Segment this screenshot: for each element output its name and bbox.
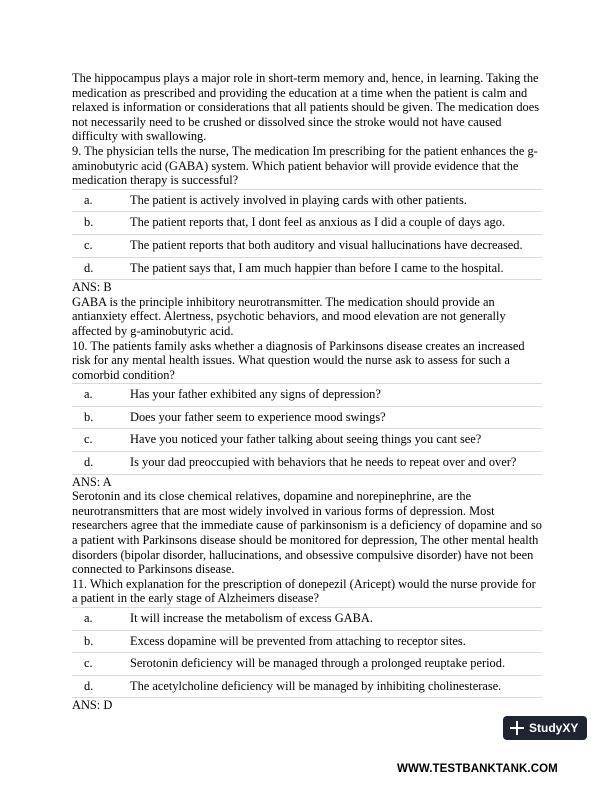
option-text: The patient reports that both auditory and visual hallucinations have decreased.	[130, 234, 542, 257]
option-text: Has your father exhibited any signs of depression?	[130, 384, 542, 407]
option-text: The patient says that, I am much happier than before I came to the hospital.	[130, 257, 542, 280]
option-row	[72, 653, 542, 676]
answer-key: ANS: A	[72, 474, 112, 489]
option-letter: b.	[72, 212, 130, 235]
option-letter: a.	[72, 608, 130, 631]
answer-key: ANS: B	[72, 280, 112, 295]
intro-paragraph: The hippocampus plays a major role in short-term memory and, hence, in learning. Taking the medication as prescribed and providing the education at a time when the patient is calm and relaxed is information or considerations that all patients should be given. The medication does not necessarily need to be crushed or dissolved since the stroke would not have caused difficulty with swallowing.	[72, 71, 540, 144]
footer-site-url: WWW.TESTBANKTANK.COM	[397, 763, 558, 775]
option-row	[72, 234, 542, 257]
rationale: Serotonin and its close chemical relatives, dopamine and norepinephrine, are the neurotransmitters that are most widely involved in various forms of depression. Most researchers agree that the immediate cause of parkinsonism is a deficiency of dopamine and so a patient with Parkinsons disease should be monitored for depression, The other mental health disorders (bipolar disorder, hallucinations, and obsessive compulsive disorder) have not been connected to Parkinsons disease.	[72, 489, 542, 577]
option-text: The patient is actively involved in playing cards with other patients.	[130, 189, 542, 212]
badge-label: StudyXY	[529, 721, 579, 735]
option-row	[72, 630, 542, 653]
document-body	[72, 71, 542, 713]
option-letter: d.	[72, 257, 130, 280]
option-row	[72, 452, 542, 475]
plus-icon	[508, 719, 526, 737]
options-table	[72, 607, 542, 698]
option-row	[72, 384, 542, 407]
option-row	[72, 257, 542, 280]
option-text: The patient reports that, I dont feel as anxious as I did a couple of days ago.	[130, 212, 542, 235]
rationale: GABA is the principle inhibitory neurotransmitter. The medication should provide an antianxiety effect. Alertness, psychotic behaviors, and mood elevation are not generally affected by g-aminobutyric acid.	[72, 294, 506, 338]
option-letter: c.	[72, 234, 130, 257]
option-letter: b.	[72, 630, 130, 653]
option-text: The acetylcholine deficiency will be managed by inhibiting cholinesterase.	[130, 675, 542, 698]
option-letter: b.	[72, 406, 130, 429]
studyxy-badge[interactable]	[503, 716, 587, 740]
option-row	[72, 608, 542, 631]
option-row	[72, 429, 542, 452]
option-row	[72, 212, 542, 235]
option-letter: d.	[72, 452, 130, 475]
options-table	[72, 383, 542, 474]
options-table	[72, 189, 542, 280]
option-text: Serotonin deficiency will be managed through a prolonged reuptake period.	[130, 653, 542, 676]
option-letter: a.	[72, 189, 130, 212]
option-letter: d.	[72, 675, 130, 698]
question-stem: 10. The patients family asks whether a diagnosis of Parkinsons disease creates an increased risk for any mental health issues. What question would the nurse ask to assess for such a comorbid condition?	[72, 338, 525, 382]
option-letter: c.	[72, 429, 130, 452]
option-row	[72, 189, 542, 212]
option-text: Have you noticed your father talking about seeing things you cant see?	[130, 429, 542, 452]
option-letter: a.	[72, 384, 130, 407]
question-stem: 11. Which explanation for the prescription of donepezil (Aricept) would the nurse provide for a patient in the early stage of Alzheimers disease?	[72, 576, 536, 606]
option-letter: c.	[72, 653, 130, 676]
question-stem: 9. The physician tells the nurse, The medication Im prescribing for the patient enhances the g-aminobutyric acid (GABA) system. Which patient behavior will provide evidence that the medication therapy is successful?	[72, 143, 538, 188]
option-row	[72, 406, 542, 429]
option-text: It will increase the metabolism of excess GABA.	[130, 608, 542, 631]
option-text: Excess dopamine will be prevented from attaching to receptor sites.	[130, 630, 542, 653]
answer-key: ANS: D	[72, 698, 113, 713]
option-text: Is your dad preoccupied with behaviors that he needs to repeat over and over?	[130, 452, 542, 475]
option-text: Does your father seem to experience mood swings?	[130, 406, 542, 429]
option-row	[72, 675, 542, 698]
